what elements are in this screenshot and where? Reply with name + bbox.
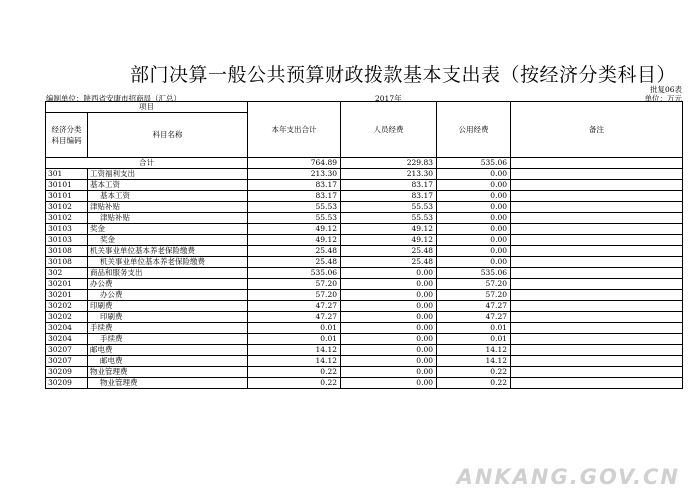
row-personnel: 55.53 <box>341 202 437 213</box>
row-public: 0.00 <box>437 191 511 202</box>
row-remark <box>511 191 683 202</box>
row-public: 0.00 <box>437 235 511 246</box>
row-code: 30209 <box>46 367 88 378</box>
row-public: 47.27 <box>437 301 511 312</box>
row-name: 办公费 <box>88 290 248 301</box>
header-public: 公用经费 <box>437 102 511 158</box>
row-name: 津贴补贴 <box>88 202 248 213</box>
table-row <box>46 268 683 279</box>
row-name: 津贴补贴 <box>88 213 248 224</box>
row-total: 55.53 <box>248 213 341 224</box>
row-personnel: 0.00 <box>341 367 437 378</box>
row-public: 0.01 <box>437 323 511 334</box>
row-public: 0.01 <box>437 334 511 345</box>
row-total: 25.48 <box>248 257 341 268</box>
row-personnel: 0.00 <box>341 290 437 301</box>
row-code: 30207 <box>46 356 88 367</box>
row-public: 0.00 <box>437 246 511 257</box>
table-row <box>46 356 683 367</box>
row-remark <box>511 202 683 213</box>
row-code: 30102 <box>46 213 88 224</box>
row-name: 工资福利支出 <box>88 169 248 180</box>
table-row <box>46 213 683 224</box>
row-remark <box>511 246 683 257</box>
row-personnel: 55.53 <box>341 213 437 224</box>
table-row <box>46 378 683 389</box>
row-code: 30101 <box>46 180 88 191</box>
row-total: 49.12 <box>248 224 341 235</box>
row-personnel: 49.12 <box>341 235 437 246</box>
row-personnel: 0.00 <box>341 356 437 367</box>
row-personnel: 0.00 <box>341 378 437 389</box>
row-personnel: 0.00 <box>341 323 437 334</box>
header-total: 本年支出合计 <box>248 102 341 158</box>
row-personnel: 0.00 <box>341 334 437 345</box>
row-code: 30103 <box>46 235 88 246</box>
total-amount: 764.89 <box>248 158 341 169</box>
row-personnel: 25.48 <box>341 257 437 268</box>
header-code: 经济分类科目编码 <box>46 113 88 158</box>
row-code: 30202 <box>46 301 88 312</box>
row-name: 商品和服务支出 <box>88 268 248 279</box>
row-total: 14.12 <box>248 356 341 367</box>
table-row <box>46 334 683 345</box>
row-code: 30108 <box>46 257 88 268</box>
row-public: 14.12 <box>437 345 511 356</box>
row-total: 25.48 <box>248 246 341 257</box>
row-name: 办公费 <box>88 279 248 290</box>
row-public: 0.00 <box>437 224 511 235</box>
row-code: 30209 <box>46 378 88 389</box>
row-public: 0.00 <box>437 169 511 180</box>
row-remark <box>511 323 683 334</box>
row-code: 30202 <box>46 312 88 323</box>
row-remark <box>511 378 683 389</box>
row-personnel: 0.00 <box>341 279 437 290</box>
header-name: 科目名称 <box>88 113 248 158</box>
header-remark: 备注 <box>511 102 683 158</box>
table-row <box>46 235 683 246</box>
row-personnel: 49.12 <box>341 224 437 235</box>
table-row <box>46 169 683 180</box>
row-public: 535.06 <box>437 268 511 279</box>
row-code: 30204 <box>46 323 88 334</box>
row-name: 物业管理费 <box>88 367 248 378</box>
row-total: 57.20 <box>248 279 341 290</box>
total-remark <box>511 158 683 169</box>
compiling-unit: 编制单位：陕西省安康市招商局（汇总） <box>46 94 181 103</box>
row-remark <box>511 334 683 345</box>
table-row <box>46 312 683 323</box>
row-name: 机关事业单位基本养老保险缴费 <box>88 257 248 268</box>
row-code: 302 <box>46 268 88 279</box>
row-personnel: 83.17 <box>341 180 437 191</box>
row-name: 印刷费 <box>88 301 248 312</box>
row-total: 55.53 <box>248 202 341 213</box>
row-remark <box>511 257 683 268</box>
row-remark <box>511 213 683 224</box>
total-label: 合计 <box>46 158 248 169</box>
row-remark <box>511 367 683 378</box>
row-public: 0.00 <box>437 213 511 224</box>
table-row <box>46 224 683 235</box>
row-personnel: 83.17 <box>341 191 437 202</box>
row-public: 0.00 <box>437 257 511 268</box>
row-total: 47.27 <box>248 312 341 323</box>
form-number: 批复06表 <box>649 85 682 94</box>
row-public: 14.12 <box>437 356 511 367</box>
row-total: 14.12 <box>248 345 341 356</box>
row-code: 30108 <box>46 246 88 257</box>
row-code: 30102 <box>46 202 88 213</box>
header-personnel: 人员经费 <box>341 102 437 158</box>
row-public: 0.22 <box>437 367 511 378</box>
row-public: 57.20 <box>437 279 511 290</box>
row-remark <box>511 279 683 290</box>
row-total: 83.17 <box>248 180 341 191</box>
row-total: 0.01 <box>248 334 341 345</box>
row-total: 0.22 <box>248 367 341 378</box>
total-public: 535.06 <box>437 158 511 169</box>
row-total: 0.01 <box>248 323 341 334</box>
row-name: 印刷费 <box>88 312 248 323</box>
row-public: 0.22 <box>437 378 511 389</box>
row-personnel: 213.30 <box>341 169 437 180</box>
row-name: 物业管理费 <box>88 378 248 389</box>
row-personnel: 0.00 <box>341 312 437 323</box>
row-name: 手续费 <box>88 323 248 334</box>
row-total: 47.27 <box>248 301 341 312</box>
table-row <box>46 202 683 213</box>
row-name: 奖金 <box>88 224 248 235</box>
row-name: 手续费 <box>88 334 248 345</box>
row-remark <box>511 312 683 323</box>
row-remark <box>511 180 683 191</box>
row-personnel: 0.00 <box>341 301 437 312</box>
row-public: 0.00 <box>437 202 511 213</box>
total-personnel: 229.83 <box>341 158 437 169</box>
site-watermark: ANKANG.GOV.CN <box>456 465 680 489</box>
row-code: 30207 <box>46 345 88 356</box>
row-name: 基本工资 <box>88 191 248 202</box>
table-row <box>46 323 683 334</box>
table-row <box>46 246 683 257</box>
header-item: 项目 <box>46 102 248 113</box>
table-row <box>46 301 683 312</box>
row-code: 30103 <box>46 224 88 235</box>
row-personnel: 0.00 <box>341 345 437 356</box>
row-code: 301 <box>46 169 88 180</box>
row-personnel: 25.48 <box>341 246 437 257</box>
total-row <box>46 158 683 169</box>
row-total: 213.30 <box>248 169 341 180</box>
table-row <box>46 367 683 378</box>
row-remark <box>511 345 683 356</box>
row-code: 30201 <box>46 290 88 301</box>
row-name: 邮电费 <box>88 345 248 356</box>
row-name: 基本工资 <box>88 180 248 191</box>
row-total: 83.17 <box>248 191 341 202</box>
row-remark <box>511 169 683 180</box>
row-code: 30101 <box>46 191 88 202</box>
table-row <box>46 191 683 202</box>
row-remark <box>511 301 683 312</box>
row-name: 奖金 <box>88 235 248 246</box>
table-row <box>46 345 683 356</box>
row-total: 535.06 <box>248 268 341 279</box>
row-remark <box>511 268 683 279</box>
row-remark <box>511 224 683 235</box>
table-row <box>46 279 683 290</box>
row-remark <box>511 290 683 301</box>
row-personnel: 0.00 <box>341 268 437 279</box>
row-name: 邮电费 <box>88 356 248 367</box>
table-row <box>46 290 683 301</box>
row-public: 47.27 <box>437 312 511 323</box>
table-row <box>46 257 683 268</box>
row-public: 0.00 <box>437 180 511 191</box>
currency-unit: 单位：万元 <box>644 94 682 103</box>
row-name: 机关事业单位基本养老保险缴费 <box>88 246 248 257</box>
row-remark <box>511 235 683 246</box>
table-row <box>46 180 683 191</box>
expenditure-table <box>45 101 683 389</box>
row-public: 57.20 <box>437 290 511 301</box>
row-total: 0.22 <box>248 378 341 389</box>
row-code: 30204 <box>46 334 88 345</box>
row-code: 30201 <box>46 279 88 290</box>
report-year: 2017年 <box>375 94 402 103</box>
row-total: 49.12 <box>248 235 341 246</box>
row-total: 57.20 <box>248 290 341 301</box>
page-title: 部门决算一般公共预算财政拨款基本支出表（按经济分类科目） <box>130 64 677 86</box>
row-remark <box>511 356 683 367</box>
